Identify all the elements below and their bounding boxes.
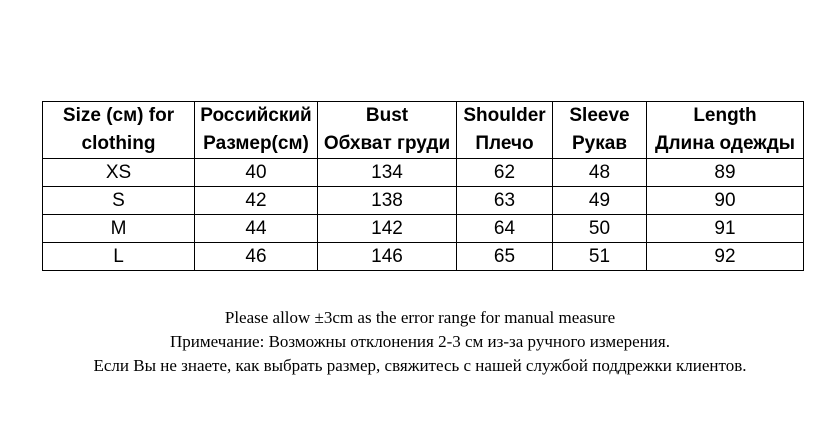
cell-length: 90 bbox=[647, 187, 804, 215]
header-size bbox=[43, 102, 195, 159]
table-row bbox=[43, 215, 804, 243]
cell-size: XS bbox=[43, 159, 195, 187]
table-header-row bbox=[43, 102, 804, 159]
header-length-line-2: Длина одежды bbox=[654, 133, 796, 154]
header-bust bbox=[318, 102, 457, 159]
header-sleeve bbox=[553, 102, 647, 159]
cell-russian-size: 40 bbox=[195, 159, 318, 187]
cell-sleeve: 50 bbox=[553, 215, 647, 243]
header-size-line-2: clothing bbox=[81, 133, 156, 154]
header-russian-size bbox=[195, 102, 318, 159]
header-length bbox=[647, 102, 804, 159]
note-error-range-english: Please allow ±3cm as the error range for manual measure bbox=[224, 308, 616, 327]
header-length-line-1: Length bbox=[693, 105, 757, 126]
measurement-notes bbox=[0, 306, 840, 378]
cell-bust: 138 bbox=[318, 187, 457, 215]
cell-shoulder: 64 bbox=[457, 215, 553, 243]
header-russian-size-line-2: Размер(см) bbox=[203, 133, 309, 154]
header-shoulder bbox=[457, 102, 553, 159]
cell-sleeve: 48 bbox=[553, 159, 647, 187]
cell-russian-size: 42 bbox=[195, 187, 318, 215]
note-error-range-russian: Примечание: Возможны отклонения 2-3 см из-за ручного измерения. bbox=[170, 332, 670, 351]
table-row bbox=[43, 159, 804, 187]
note-contact-support: Если Вы не знаете, как выбрать размер, свяжитесь с нашей службой поддрежки клиентов. bbox=[93, 356, 747, 375]
header-russian-size-line-1: Российский bbox=[200, 105, 312, 126]
cell-bust: 134 bbox=[318, 159, 457, 187]
cell-size: M bbox=[43, 215, 195, 243]
cell-length: 91 bbox=[647, 215, 804, 243]
cell-russian-size: 46 bbox=[195, 243, 318, 271]
table-row bbox=[43, 243, 804, 271]
header-bust-line-1: Bust bbox=[365, 105, 409, 126]
cell-bust: 142 bbox=[318, 215, 457, 243]
cell-length: 92 bbox=[647, 243, 804, 271]
cell-shoulder: 62 bbox=[457, 159, 553, 187]
header-sleeve-line-2: Рукав bbox=[572, 133, 627, 154]
header-bust-line-2: Обхват груди bbox=[323, 133, 451, 154]
cell-shoulder: 63 bbox=[457, 187, 553, 215]
header-sleeve-line-1: Sleeve bbox=[569, 105, 630, 126]
cell-bust: 146 bbox=[318, 243, 457, 271]
header-shoulder-line-2: Плечо bbox=[475, 133, 534, 154]
cell-length: 89 bbox=[647, 159, 804, 187]
cell-size: L bbox=[43, 243, 195, 271]
cell-size: S bbox=[43, 187, 195, 215]
cell-russian-size: 44 bbox=[195, 215, 318, 243]
size-chart-table bbox=[42, 101, 804, 271]
header-size-line-1: Size (см) for bbox=[62, 105, 175, 126]
cell-sleeve: 51 bbox=[553, 243, 647, 271]
cell-sleeve: 49 bbox=[553, 187, 647, 215]
cell-shoulder: 65 bbox=[457, 243, 553, 271]
table-row bbox=[43, 187, 804, 215]
header-shoulder-line-1: Shoulder bbox=[463, 105, 546, 126]
